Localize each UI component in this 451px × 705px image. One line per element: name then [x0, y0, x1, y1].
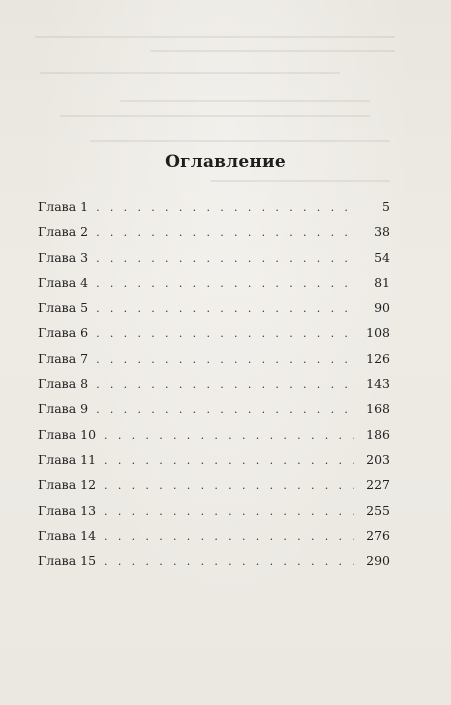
toc-entry-page-number: 255: [366, 502, 390, 518]
toc-entry: [38, 250, 390, 275]
toc-entry-page-number: 90: [374, 300, 390, 316]
toc-entry-page-number: 168: [366, 401, 390, 417]
toc-entry-label: Глава 6: [38, 325, 89, 341]
toc-entry-page-number: 126: [366, 350, 390, 366]
bleed-through-line: [150, 50, 395, 52]
toc-entry-page-number: 143: [366, 376, 390, 392]
toc-entry: [38, 401, 390, 426]
toc-entry-page-number: 54: [374, 249, 390, 265]
toc-entry: [38, 376, 390, 401]
toc-entry-page-number: 81: [374, 274, 390, 290]
toc-entry-label: Глава 9: [38, 401, 89, 417]
toc-entry-page-number: 5: [382, 199, 390, 214]
toc-entry: [38, 300, 390, 325]
toc-entry: [38, 199, 390, 224]
toc-entry-label: Глава 10: [38, 426, 97, 442]
toc-dot-leader: [104, 429, 354, 442]
toc-dot-leader: [104, 454, 354, 467]
toc-dot-leader: [104, 530, 354, 543]
toc-entry-page-number: 38: [374, 224, 390, 240]
toc-entry: [38, 351, 390, 376]
toc-entry-page-number: 227: [366, 477, 390, 493]
toc-entry-label: Глава 3: [38, 249, 89, 265]
bleed-through-line: [60, 115, 370, 117]
toc-entry-label: Глава 8: [38, 376, 89, 392]
toc-list: [38, 199, 390, 578]
toc-entry-label: Глава 11: [38, 451, 97, 467]
toc-entry: [38, 553, 390, 578]
toc-entry: [38, 528, 390, 553]
bleed-through-line: [90, 140, 390, 142]
toc-entry-label: Глава 7: [38, 350, 89, 366]
toc-dot-leader: [96, 327, 354, 340]
toc-dot-leader: [104, 479, 354, 492]
toc-entry: [38, 325, 390, 350]
toc-title: Оглавление: [165, 152, 286, 172]
toc-entry-label: Глава 5: [38, 300, 89, 316]
toc-dot-leader: [96, 353, 354, 366]
toc-dot-leader: [96, 403, 354, 416]
toc-entry: [38, 452, 390, 477]
bleed-through-line: [210, 180, 390, 182]
bleed-through-line: [40, 72, 340, 74]
bleed-through-line: [35, 36, 395, 38]
toc-entry: [38, 477, 390, 502]
toc-dot-leader: [104, 555, 354, 568]
toc-entry: [38, 427, 390, 452]
toc-entry: [38, 224, 390, 249]
toc-dot-leader: [96, 302, 354, 315]
bleed-through-line: [120, 100, 370, 102]
toc-entry-label: Глава 2: [38, 224, 89, 240]
toc-entry-page-number: 108: [366, 325, 390, 341]
toc-dot-leader: [96, 277, 354, 290]
toc-entry-label: Глава 1: [38, 199, 89, 214]
toc-dot-leader: [96, 378, 354, 391]
toc-entry: [38, 275, 390, 300]
toc-entry: [38, 503, 390, 528]
toc-entry-label: Глава 14: [38, 527, 97, 543]
toc-dot-leader: [96, 252, 354, 265]
toc-entry-label: Глава 13: [38, 502, 97, 518]
toc-entry-page-number: 276: [366, 527, 390, 543]
toc-entry-label: Глава 4: [38, 274, 89, 290]
toc-entry-page-number: 186: [366, 426, 390, 442]
toc-entry-page-number: 203: [366, 451, 390, 467]
toc-dot-leader: [96, 201, 354, 214]
toc-entry-page-number: 290: [366, 553, 390, 569]
toc-entry-label: Глава 12: [38, 477, 97, 493]
toc-dot-leader: [104, 505, 354, 518]
toc-entry-label: Глава 15: [38, 553, 97, 569]
toc-dot-leader: [96, 226, 354, 239]
